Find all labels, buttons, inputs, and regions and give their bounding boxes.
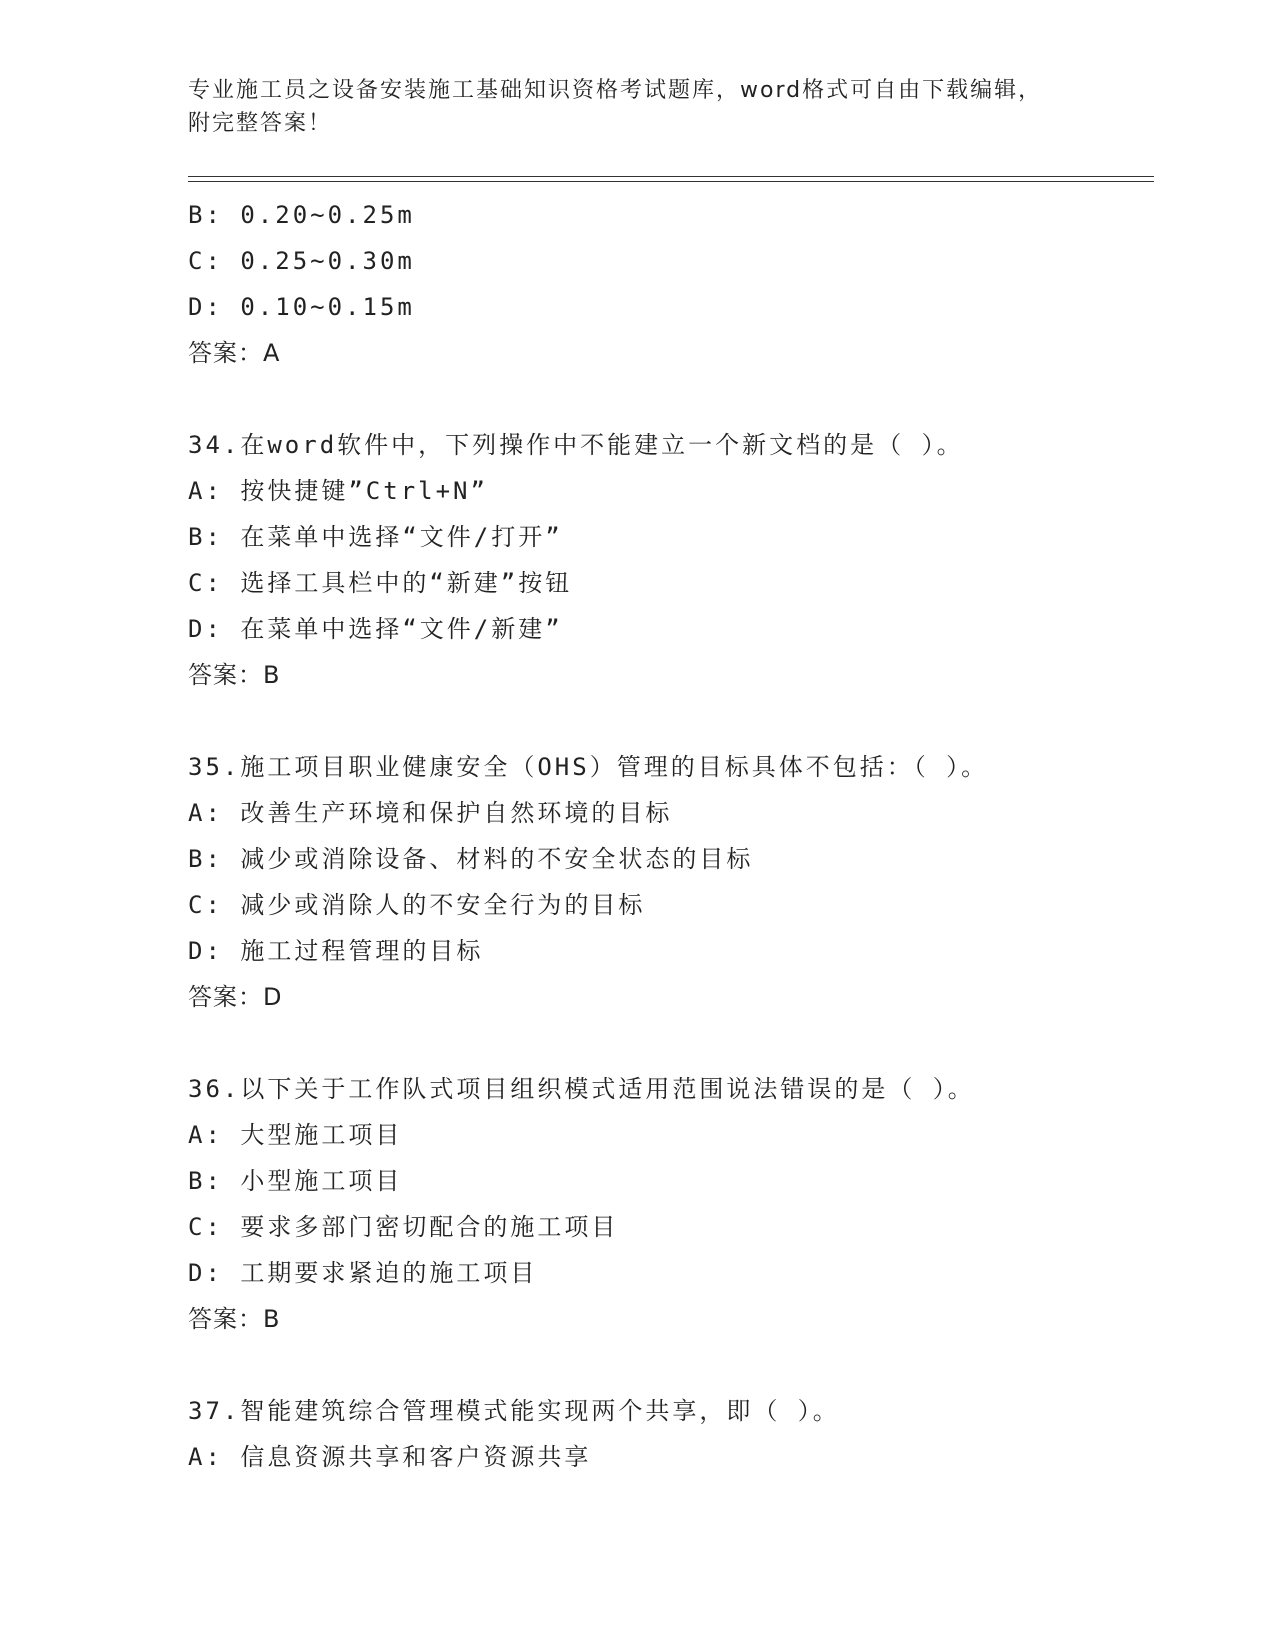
document-header [188,74,1068,140]
question-block-36 [188,1066,1154,1342]
question-title: 34.在word软件中，下列操作中不能建立一个新文档的是（ ）。 [188,431,964,459]
question-block-35 [188,744,1154,1020]
option-line: B: 在菜单中选择“文件/打开” [188,523,563,551]
option-line: A: 信息资源共享和客户资源共享 [188,1443,592,1471]
option-line: C: 减少或消除人的不安全行为的目标 [188,891,646,919]
header-divider-top [188,176,1154,177]
option-line: D: 0.10~0.15m [188,293,415,321]
option-line: A: 大型施工项目 [188,1121,403,1149]
answer-line: 答案：B [188,1305,281,1333]
option-line: D: 在菜单中选择“文件/新建” [188,615,563,643]
question-block-prev [188,192,1154,376]
option-line: A: 按快捷键”Ctrl+N” [188,477,488,505]
question-title: 35.施工项目职业健康安全（OHS）管理的目标具体不包括：（ ）。 [188,753,989,781]
document-body [188,192,1154,1480]
option-line: D: 施工过程管理的目标 [188,937,484,965]
option-line: C: 选择工具栏中的“新建”按钮 [188,569,573,597]
option-line: C: 要求多部门密切配合的施工项目 [188,1213,619,1241]
option-line: A: 改善生产环境和保护自然环境的目标 [188,799,673,827]
header-line-2: 附完整答案！ [188,111,333,136]
option-line: B: 减少或消除设备、材料的不安全状态的目标 [188,845,754,873]
question-block-37 [188,1388,1154,1480]
option-line: D: 工期要求紧迫的施工项目 [188,1259,538,1287]
option-line: B: 小型施工项目 [188,1167,403,1195]
header-divider-bottom [188,181,1154,182]
question-title: 36.以下关于工作队式项目组织模式适用范围说法错误的是（ ）。 [188,1075,975,1103]
question-block-34 [188,422,1154,698]
option-line: C: 0.25~0.30m [188,247,415,275]
answer-line: 答案：A [188,339,281,367]
option-line: B: 0.20~0.25m [188,201,415,229]
answer-line: 答案：B [188,661,281,689]
header-line-1: 专业施工员之设备安装施工基础知识资格考试题库，word格式可自由下载编辑， [188,78,1043,103]
question-title: 37.智能建筑综合管理模式能实现两个共享，即（ ）。 [188,1397,840,1425]
answer-line: 答案：D [188,983,283,1011]
